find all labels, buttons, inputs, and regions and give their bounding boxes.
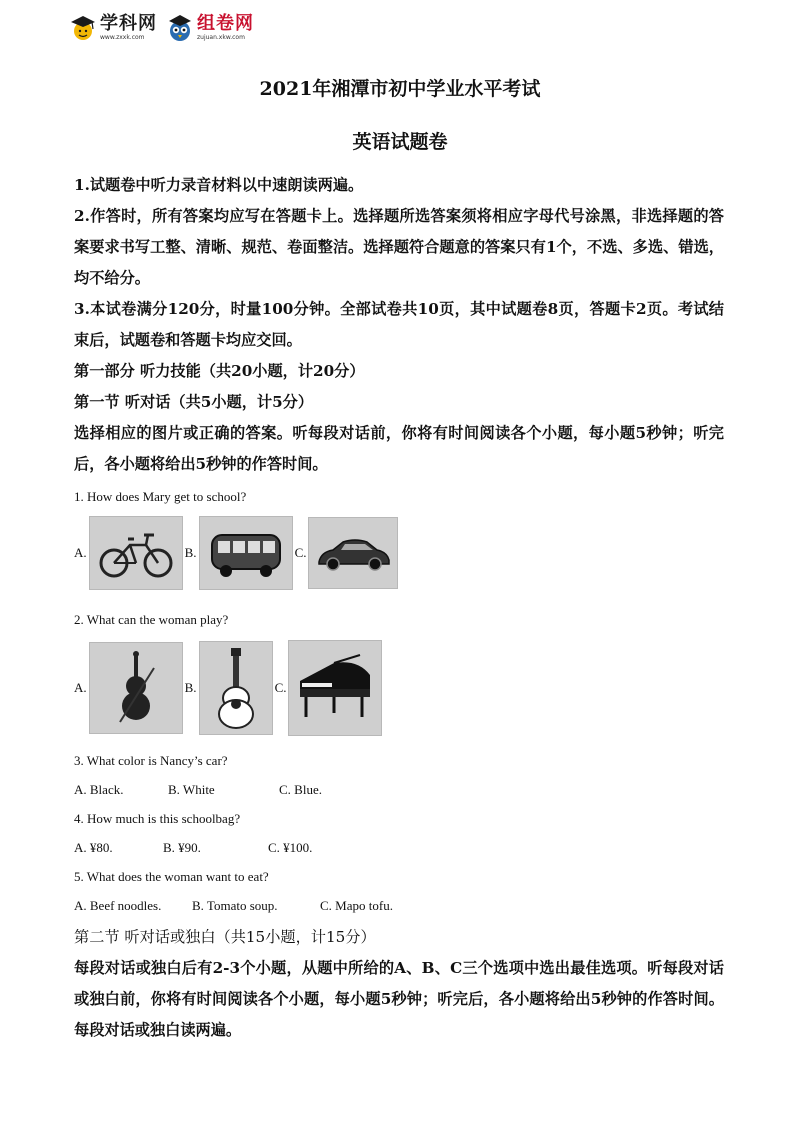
q1-option-c-label: C.: [294, 545, 307, 560]
instruction-1: 1.试题卷中听力录音材料以中速朗读两遍。: [74, 176, 364, 194]
logo1-url: www.zxxk.com: [100, 34, 145, 41]
section1-heading: 第一节 听对话（共5小题，计5分）: [74, 393, 314, 411]
q3-option-a: A. Black.: [74, 782, 124, 797]
q1-option-b-label: B.: [184, 545, 197, 560]
q5-option-c: C. Mapo tofu.: [320, 898, 393, 913]
section2-instructions: 每段对话或独白后有2-3个小题，从题中所给的A、B、C三个选项中选出最佳选项。听每段对话或独白前，你将有时间阅读各个小题，每小题5秒钟；听完后，各小题将给出5秒钟的作答时间。每段对话或独白读两遍。: [74, 959, 724, 1039]
logo2-url: zujuan.xkw.com: [197, 34, 245, 41]
exam-title: 2021年湘潭市初中学业水平考试: [259, 78, 541, 100]
violin-icon: [89, 642, 183, 734]
logo1-name: 学科网: [100, 13, 157, 34]
zujuanwang-logo: [167, 13, 254, 43]
question-2: 2. What can the woman play?: [74, 612, 229, 627]
header-logos: [70, 8, 254, 48]
q4-option-a: A. ¥80.: [74, 840, 113, 855]
question-3-options: [74, 775, 724, 804]
piano-icon: [288, 640, 382, 736]
question-2-images: [74, 640, 724, 736]
q5-option-a: A. Beef noodles.: [74, 898, 162, 913]
owl-mascot-icon: [167, 13, 193, 43]
bicycle-icon: [89, 516, 183, 590]
part1-heading: 第一部分 听力技能（共20小题，计20分）: [74, 362, 365, 380]
q3-option-b: B. White: [168, 782, 215, 797]
instruction-2: 2.作答时，所有答案均应写在答题卡上。选择题所选答案须将相应字母代号涂黑，非选择题的答案要求书写工整、清晰、规范、卷面整洁。选择题符合题意的答案只有1个，不选、多选、错选，均不给分。: [74, 207, 724, 287]
question-3: 3. What color is Nancy’s car?: [74, 753, 228, 768]
question-5: 5. What does the woman want to eat?: [74, 869, 269, 884]
xuekewang-logo: [70, 13, 157, 43]
q2-option-b-label: B.: [184, 680, 197, 695]
q2-option-c-label: C.: [274, 680, 287, 695]
q3-option-c: C. Blue.: [279, 782, 322, 797]
question-4: 4. How much is this schoolbag?: [74, 811, 241, 826]
question-5-options: [74, 891, 724, 920]
car-icon: [308, 517, 398, 589]
exam-subtitle: 英语试题卷: [352, 131, 448, 153]
question-4-options: [74, 833, 724, 862]
instruction-3: 3.本试卷满分120分，时量100分钟。全部试卷共10页，其中试题卷8页，答题卡2页。考试结束后，试题卷和答题卡均应交回。: [74, 300, 724, 349]
section2-heading: 第二节 听对话或独白（共15小题，计15分）: [74, 928, 376, 946]
guitar-icon: [199, 641, 273, 735]
q5-option-b: B. Tomato soup.: [192, 898, 278, 913]
q4-option-c: C. ¥100.: [268, 840, 313, 855]
q1-option-a-label: A.: [74, 545, 87, 560]
q4-option-b: B. ¥90.: [163, 840, 201, 855]
exam-content: [74, 170, 724, 1046]
question-1-images: [74, 515, 724, 591]
bus-icon: [199, 516, 293, 590]
logo2-name: 组卷网: [197, 13, 254, 34]
section1-instructions: 选择相应的图片或正确的答案。听每段对话前，你将有时间阅读各个小题，每小题5秒钟；听完后，各小题将给出5秒钟的作答时间。: [74, 424, 724, 473]
q2-option-a-label: A.: [74, 680, 87, 695]
graduate-cap-icon: [70, 13, 96, 43]
question-1: 1. How does Mary get to school?: [74, 489, 247, 504]
